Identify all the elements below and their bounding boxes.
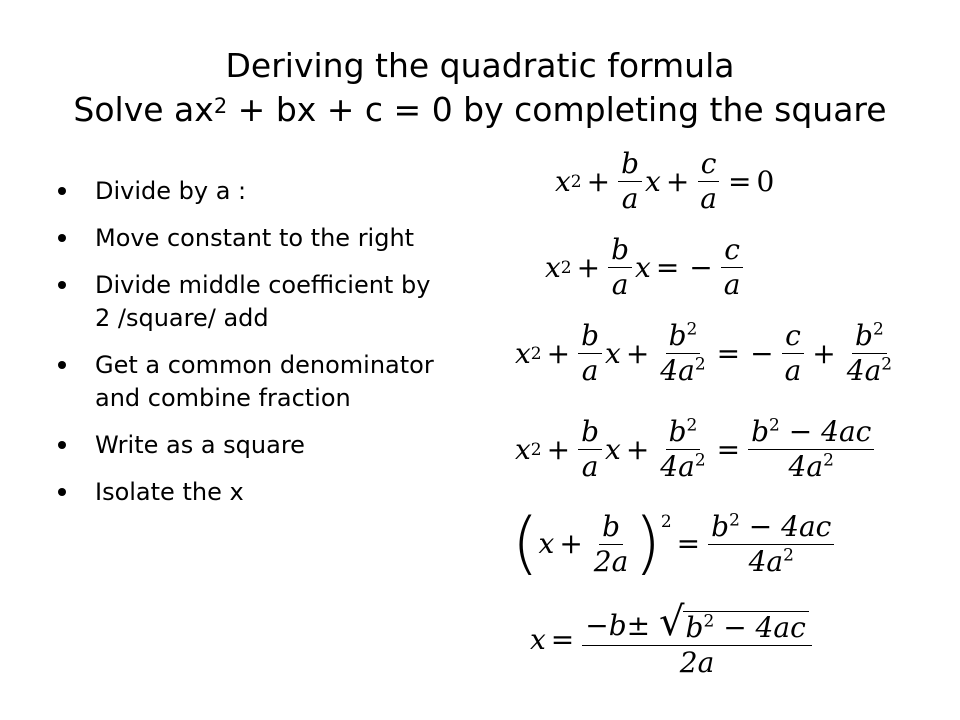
bullet-item bbox=[58, 222, 453, 255]
bullet-list bbox=[58, 175, 453, 523]
bullet-text: Divide by a : bbox=[95, 177, 247, 205]
bullet-item bbox=[58, 476, 453, 509]
bullet-item bbox=[58, 429, 453, 462]
bullet-item bbox=[58, 175, 453, 208]
bullet-text: Write as a square bbox=[95, 431, 305, 459]
equation-3: x 2 + $\frac{b}{a}$ x + $\frac{b^2}{4a^2}$ = − $\frac{c}{a}$ + $\frac{b^2}{4a^2}$ bbox=[515, 319, 893, 387]
title-line-2-start: Solve ax bbox=[73, 90, 214, 129]
equation-5: ( x + $\frac{b}{2a}$ ) 2 = $\frac{b^2 - 4ac}{4a^2}$ bbox=[512, 510, 837, 578]
equation-1: x 2 + $\frac{b}{a}$ x + $\frac{c}{a}$ = 0 bbox=[555, 147, 775, 215]
bullet-dot-icon bbox=[58, 488, 66, 496]
equation-6: x = −b± √ $b^2 - 4ac$ 2a bbox=[530, 602, 815, 677]
title-exponent: 2 bbox=[213, 94, 228, 118]
bullet-text: Get a common denominator and combine fraction bbox=[95, 351, 434, 412]
equation-2: x 2 + $\frac{b}{a}$ x = − $\frac{c}{a}$ bbox=[545, 236, 746, 299]
bullet-dot-icon bbox=[58, 234, 66, 242]
title-line-2 bbox=[0, 88, 960, 132]
title-line-2-end: + bx + c = 0 by completing the square bbox=[227, 90, 887, 129]
bullet-dot-icon bbox=[58, 281, 66, 289]
bullet-text: Isolate the x bbox=[95, 478, 244, 506]
bullet-dot-icon bbox=[58, 187, 66, 195]
equation-4: x 2 + $\frac{b}{a}$ x + $\frac{b^2}{4a^2}$ = $\frac{b^2 - 4ac}{4a^2}$ bbox=[515, 418, 877, 481]
bullet-text: Move constant to the right bbox=[95, 224, 415, 252]
bullet-dot-icon bbox=[58, 361, 66, 369]
title-line-1: Deriving the quadratic formula bbox=[225, 46, 735, 85]
bullet-dot-icon bbox=[58, 441, 66, 449]
bullet-item bbox=[58, 269, 453, 335]
bullet-item bbox=[58, 349, 453, 415]
slide-title bbox=[0, 44, 960, 132]
bullet-text: Divide middle coefficient by 2 /square/ add bbox=[95, 271, 431, 332]
